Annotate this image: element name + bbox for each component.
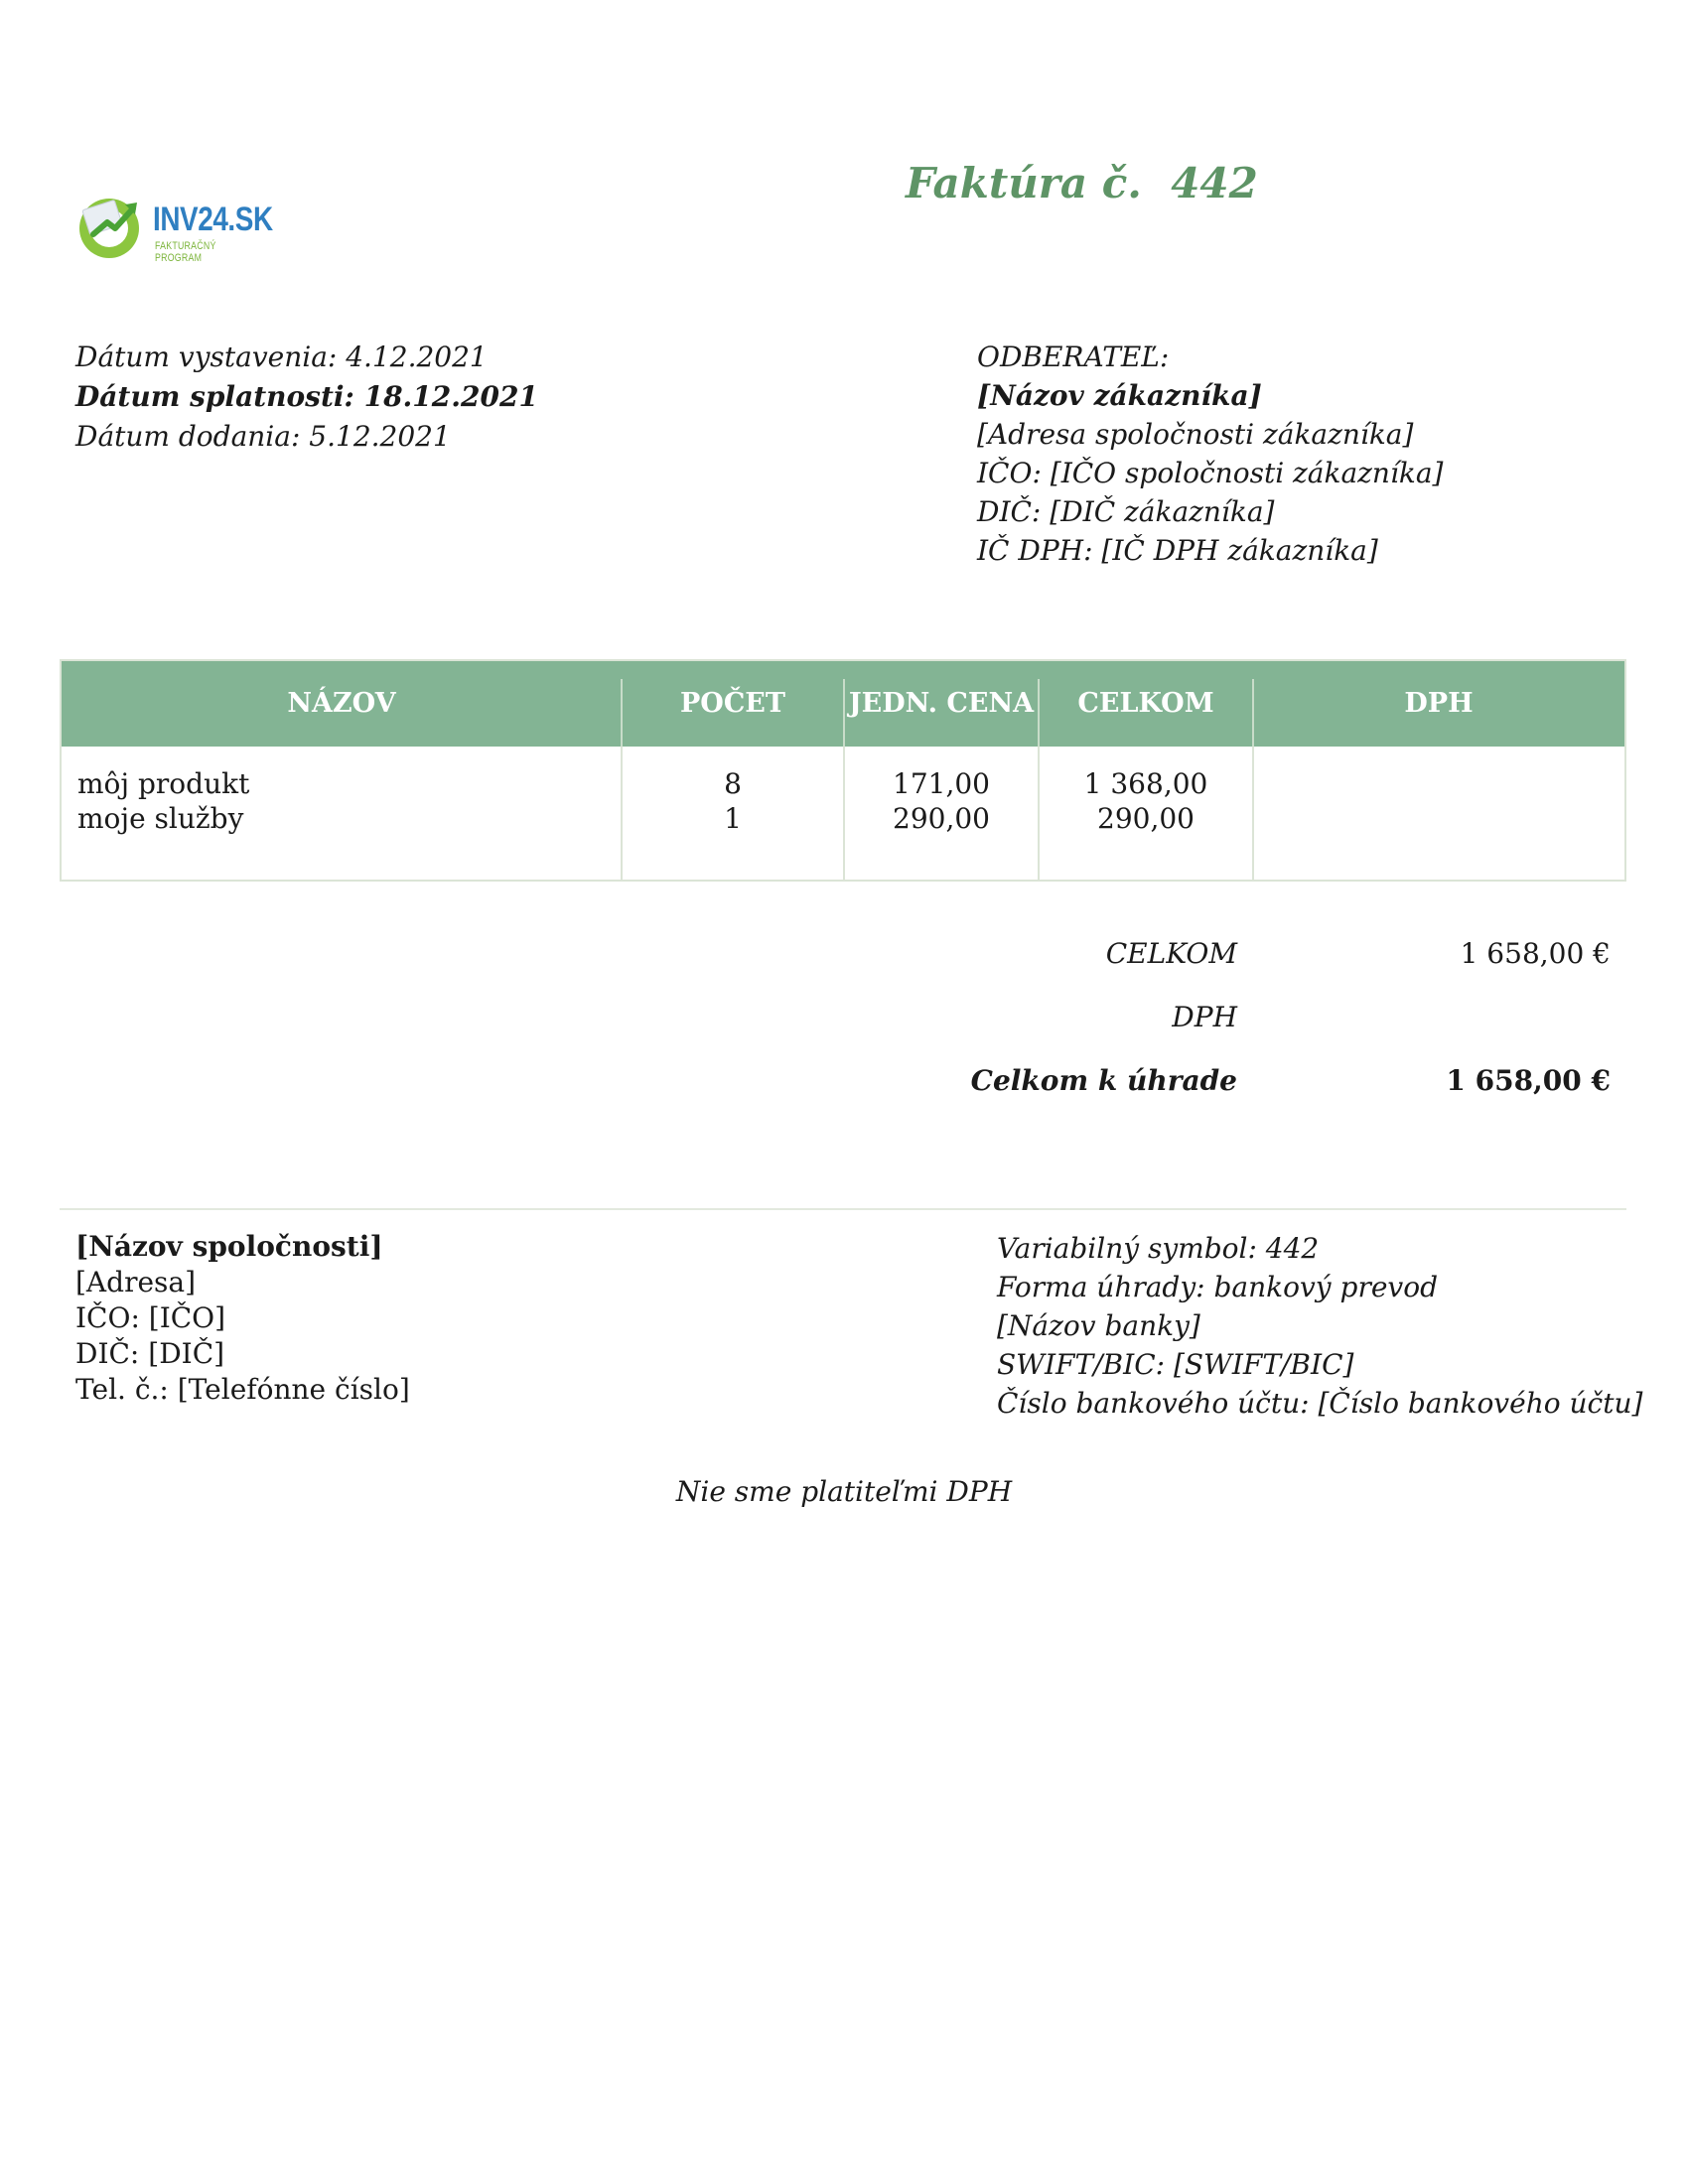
row-unit-price: 290,00 (893, 802, 990, 835)
items-table (60, 659, 1626, 882)
subtotal-label: CELKOM (1105, 937, 1237, 970)
col-header-count: POČET (680, 688, 785, 719)
column-divider (1038, 679, 1040, 747)
row-count: 1 (724, 802, 742, 835)
swift-bic: SWIFT/BIC: [SWIFT/BIC] (997, 1348, 1354, 1381)
row-total: 290,00 (1097, 802, 1195, 835)
supplier-address: [Adresa] (75, 1266, 197, 1298)
col-header-name: NÁZOV (287, 688, 396, 719)
bank-name: [Názov banky] (997, 1309, 1200, 1342)
row-unit-price: 171,00 (893, 767, 990, 800)
column-divider (621, 679, 623, 747)
customer-address: [Adresa spoločnosti zákazníka] (977, 418, 1414, 451)
date-issued: Dátum vystavenia: 4.12.2021 (75, 341, 488, 373)
row-name: môj produkt (77, 767, 250, 800)
customer-block (977, 338, 1443, 570)
invoice-dates (75, 338, 538, 457)
grand-total-label: Celkom k úhrade (970, 1064, 1237, 1097)
col-header-unit-price: JEDN. CENA (848, 688, 1035, 719)
customer-heading: ODBERATEĽ: (977, 341, 1170, 373)
column-divider (843, 679, 845, 747)
variable-symbol: Variabilný symbol: 442 (997, 1232, 1320, 1265)
grand-total-value: 1 658,00 € (1446, 1064, 1611, 1097)
row-name: moje služby (77, 802, 244, 835)
col-header-vat: DPH (1404, 688, 1474, 719)
date-delivered: Dátum dodania: 5.12.2021 (75, 420, 451, 453)
supplier-block (75, 1229, 410, 1408)
invoice-title (906, 159, 1258, 207)
invoice-number: 442 (1171, 159, 1258, 207)
customer-ic-dph: IČ DPH: [IČ DPH zákazníka] (977, 534, 1378, 567)
customer-name: [Názov zákazníka] (977, 379, 1262, 412)
payment-method: Forma úhrady: bankový prevod (997, 1271, 1438, 1303)
supplier-ico: IČO: [IČO] (75, 1301, 226, 1334)
logo-tagline: FAKTURAČNÝ PROGRAM (155, 240, 216, 264)
supplier-name: [Názov spoločnosti] (75, 1230, 383, 1263)
logo-name: INV24.SK (153, 201, 273, 238)
row-count: 8 (724, 767, 742, 800)
payment-block (997, 1229, 1642, 1423)
col-header-total: CELKOM (1077, 688, 1214, 719)
column-divider (1252, 679, 1254, 747)
row-total: 1 368,00 (1083, 767, 1208, 800)
vat-label: DPH (1172, 1001, 1237, 1033)
footer-divider (60, 1208, 1626, 1210)
bank-account: Číslo bankového účtu: [Číslo bankového účtu] (997, 1387, 1643, 1420)
logo-mark-icon (75, 191, 145, 260)
invoice-title-label: Faktúra č. (906, 159, 1142, 207)
supplier-dic: DIČ: [DIČ] (75, 1337, 225, 1370)
date-due: Dátum splatnosti: 18.12.2021 (75, 380, 538, 413)
vat-note: Nie sme platiteľmi DPH (675, 1475, 1013, 1508)
customer-ico: IČO: [IČO spoločnosti zákazníka] (977, 457, 1444, 489)
supplier-phone: Tel. č.: [Telefónne číslo] (75, 1373, 410, 1406)
subtotal-value: 1 658,00 € (1460, 937, 1611, 970)
customer-dic: DIČ: [DIČ zákazníka] (977, 495, 1275, 528)
company-logo (75, 191, 274, 262)
